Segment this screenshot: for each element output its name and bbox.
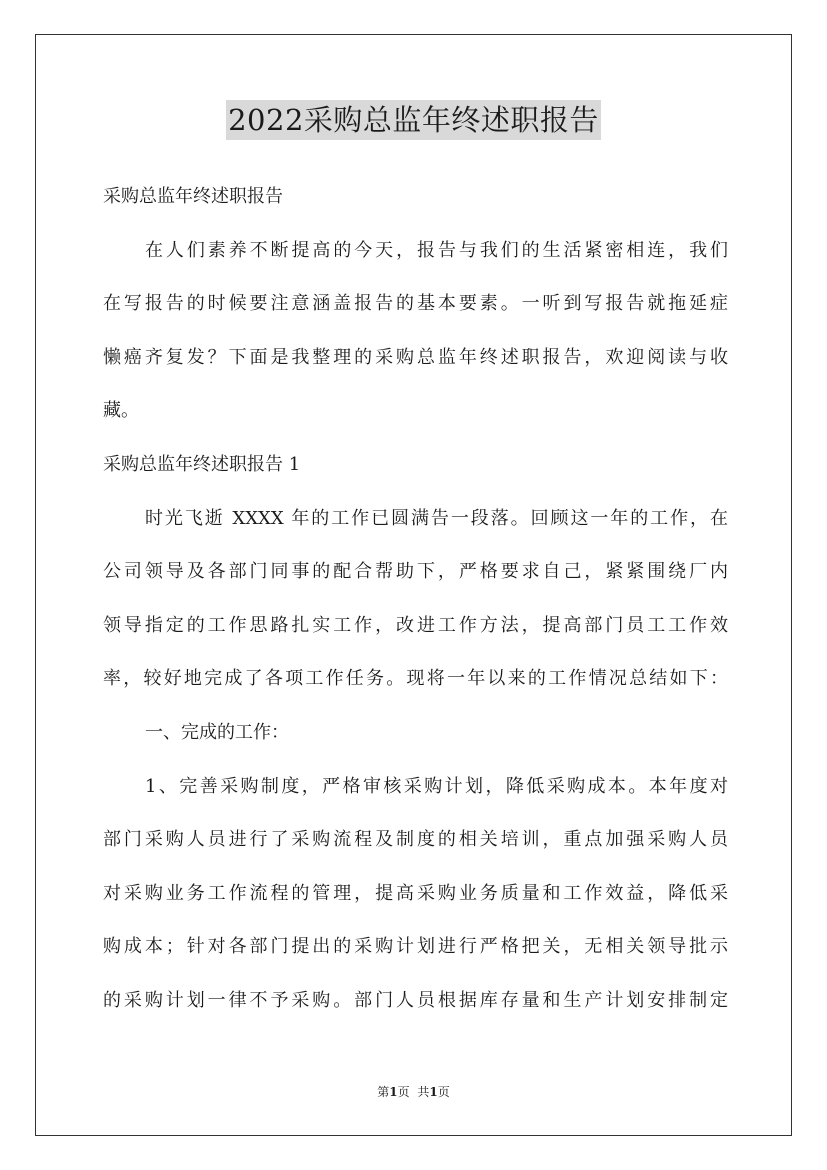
text-line: 藏。	[103, 400, 139, 422]
text-line: 公司领导及各部门同事的配合帮助下，严格要求自己，紧紧围绕厂内	[103, 561, 728, 583]
text-line: 采购总监年终述职报告 1	[103, 453, 301, 475]
text-line: 领导指定的工作思路扎实工作，改进工作方法，提高部门员工工作效	[103, 614, 728, 636]
text-line: 懒癌齐复发？下面是我整理的采购总监年终述职报告，欢迎阅读与收	[103, 346, 728, 368]
text-line: 1、完善采购制度，严格审核采购计划，降低采购成本。本年度对	[145, 775, 728, 797]
text-line: 部门采购人员进行了采购流程及制度的相关培训，重点加强采购人员	[103, 829, 728, 851]
text-line: 时光飞逝 XXXX 年的工作已圆满告一段落。回顾这一年的工作，在	[145, 507, 728, 529]
text-line: 率，较好地完成了各项工作任务。现将一年以来的工作情况总结如下：	[103, 668, 728, 690]
total-prefix: 共	[417, 1085, 430, 1099]
title-container	[0, 100, 827, 140]
text-line: 采购总监年终述职报告	[103, 186, 283, 207]
page-suffix: 页	[397, 1085, 410, 1099]
document-title: 2022采购总监年终述职报告	[226, 100, 601, 140]
text-line: 在写报告的时候要注意涵盖报告的基本要素。一听到写报告就拖延症	[103, 293, 728, 315]
document-body	[103, 170, 728, 1028]
text-line: 的采购计划一律不予采购。部门人员根据库存量和生产计划安排制定	[103, 989, 728, 1011]
page-prefix: 第	[377, 1085, 390, 1099]
text-line: 一、完成的工作：	[145, 721, 289, 743]
total-pages: 1	[429, 1085, 438, 1099]
text-line: 购成本；针对各部门提出的采购计划进行严格把关，无相关领导批示	[103, 936, 728, 958]
page-number: 1	[389, 1085, 398, 1099]
text-line: 对采购业务工作流程的管理，提高采购业务质量和工作效益，降低采	[103, 882, 728, 904]
page-footer	[0, 1084, 827, 1100]
total-suffix: 页	[437, 1085, 450, 1099]
text-line: 在人们素养不断提高的今天，报告与我们的生活紧密相连，我们	[145, 239, 728, 261]
